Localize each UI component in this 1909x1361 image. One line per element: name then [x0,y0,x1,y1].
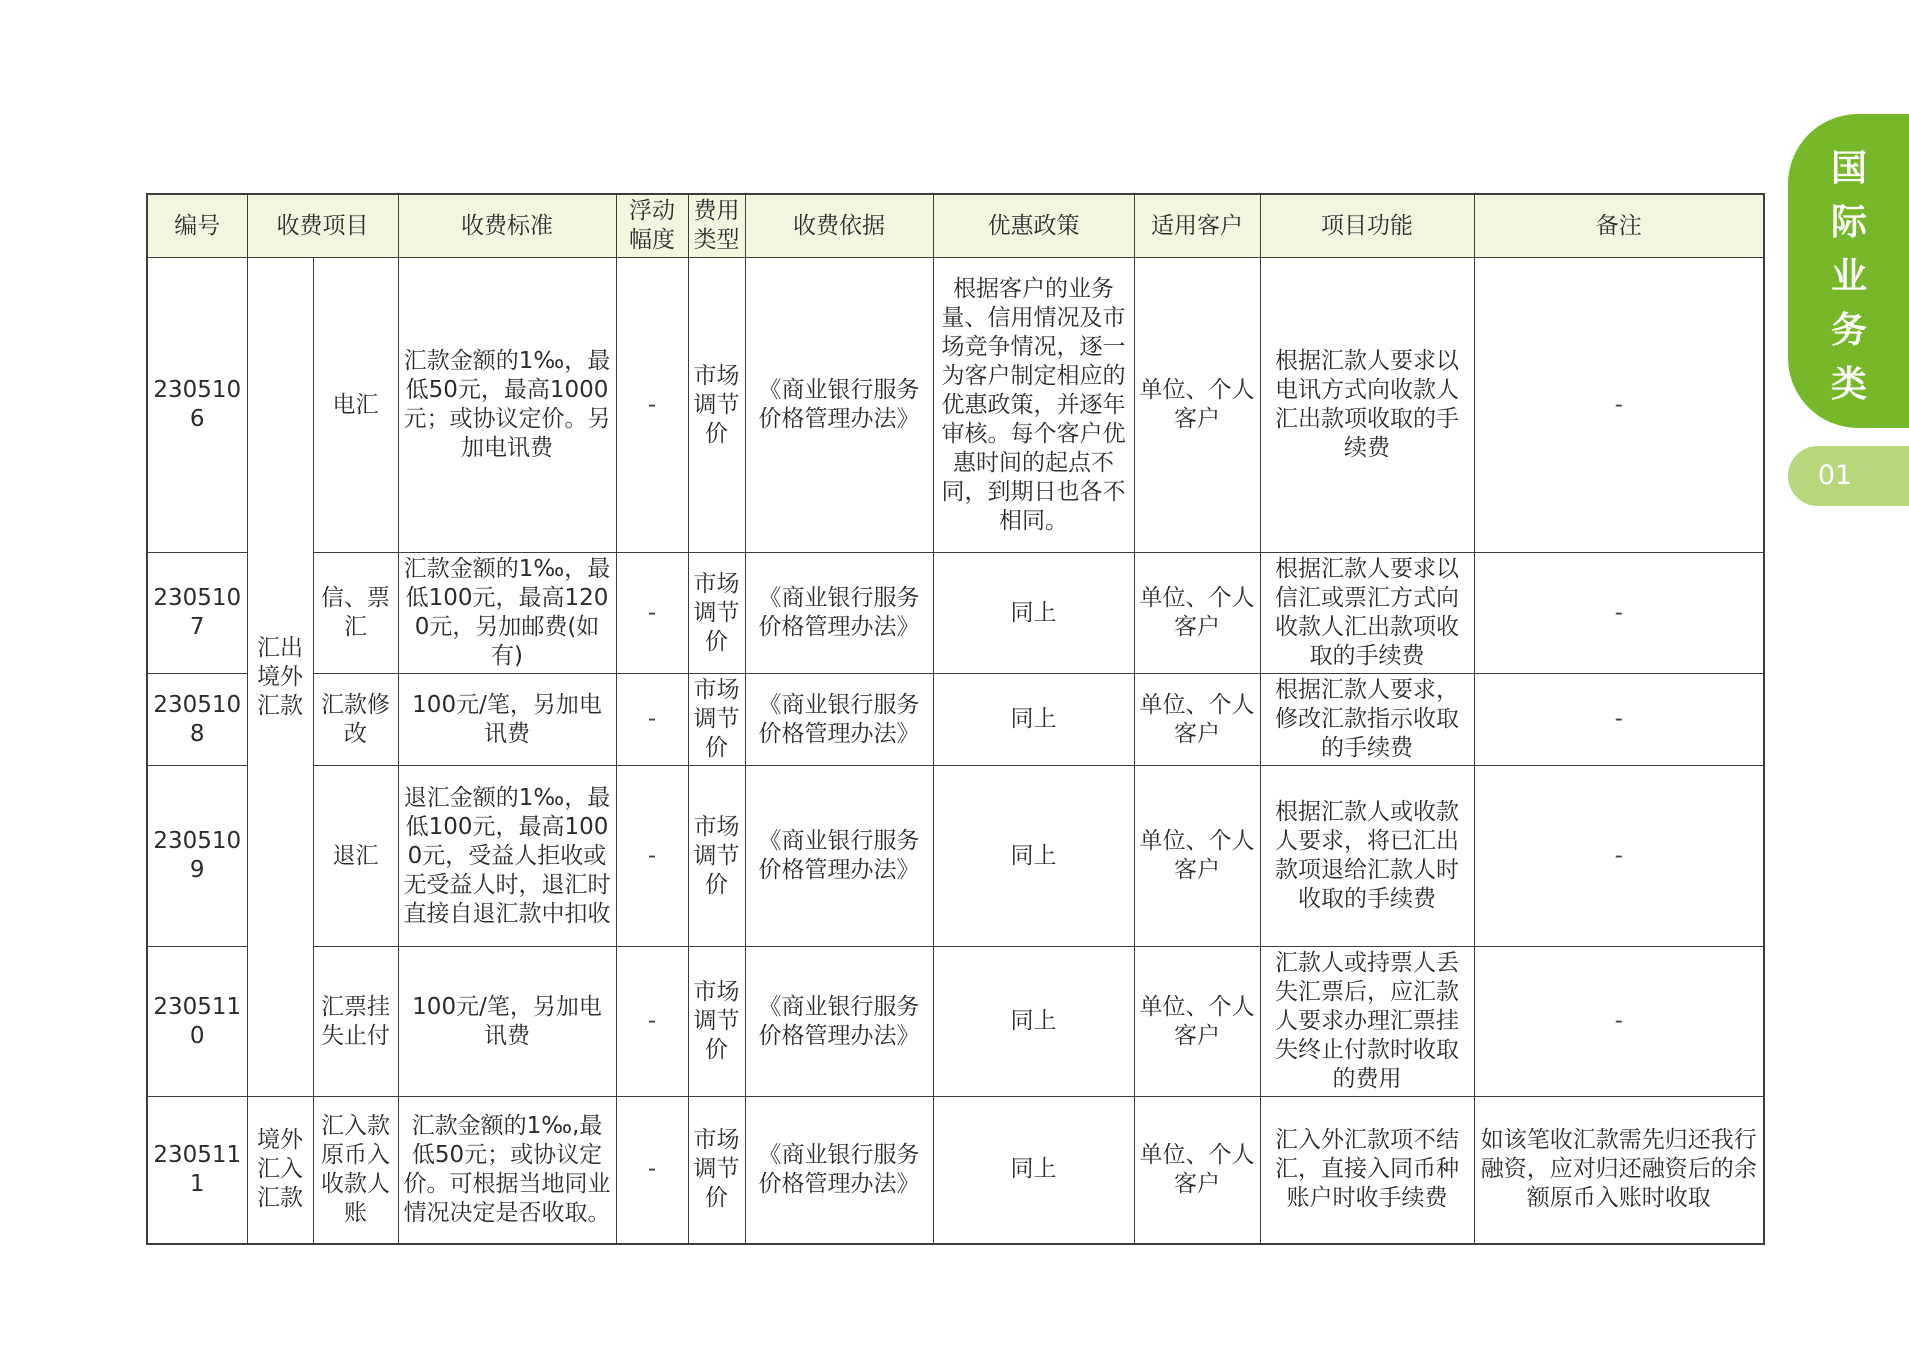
table-row [147,947,1764,1097]
table-row [147,766,1764,947]
cell-fee-type: 市场调节价 [688,947,745,1097]
cell-float: - [616,766,688,947]
table-row [147,1097,1764,1244]
cell-code: 2305109 [147,766,247,947]
table-row [147,258,1764,553]
cell-group-inbound: 境外汇入汇款 [247,1097,313,1244]
cell-code: 2305111 [147,1097,247,1244]
cell-function: 根据汇款人或收款人要求，将已汇出款项退给汇款人时收取的手续费 [1260,766,1474,947]
cell-function: 根据汇款人要求以电讯方式向收款人汇出款项收取的手续费 [1260,258,1474,553]
header-standard: 收费标准 [398,194,616,258]
header-basis: 收费依据 [745,194,933,258]
cell-code: 2305110 [147,947,247,1097]
header-function: 项目功能 [1260,194,1474,258]
cell-discount: 同上 [933,674,1134,766]
header-fee-type: 费用类型 [688,194,745,258]
cell-remark: - [1474,258,1764,553]
cell-fee-type: 市场调节价 [688,258,745,553]
cell-remark: 如该笔收汇款需先归还我行融资，应对归还融资后的余额原币入账时收取 [1474,1097,1764,1244]
header-remark: 备注 [1474,194,1764,258]
cell-standard: 汇款金额的1‰，最低50元，最高1000元；或协议定价。另加电讯费 [398,258,616,553]
cell-discount: 同上 [933,553,1134,674]
cell-customer: 单位、个人客户 [1134,674,1260,766]
cell-discount: 根据客户的业务量、信用情况及市场竞争情况，逐一为客户制定相应的优惠政策，并逐年审核。每个客户优惠时间的起点不同，到期日也各不相同。 [933,258,1134,553]
cell-float: - [616,258,688,553]
cell-basis: 《商业银行服务价格管理办法》 [745,258,933,553]
cell-float: - [616,553,688,674]
cell-function: 汇入外汇款项不结汇，直接入同币种账户时收手续费 [1260,1097,1474,1244]
cell-fee-type: 市场调节价 [688,1097,745,1244]
section-title-char: 业 [1830,256,1867,297]
cell-fee-type: 市场调节价 [688,674,745,766]
cell-customer: 单位、个人客户 [1134,553,1260,674]
header-row [147,194,1764,258]
cell-discount: 同上 [933,1097,1134,1244]
cell-remark: - [1474,947,1764,1097]
page-number-tab [1788,446,1909,506]
cell-basis: 《商业银行服务价格管理办法》 [745,674,933,766]
cell-sub-item: 汇入款原币入收款人账 [313,1097,398,1244]
header-code: 编号 [147,194,247,258]
fee-table [146,193,1765,1245]
header-discount: 优惠政策 [933,194,1134,258]
section-title-char: 际 [1830,202,1867,243]
section-title-char: 务 [1830,310,1867,351]
header-item: 收费项目 [247,194,398,258]
cell-remark: - [1474,674,1764,766]
cell-customer: 单位、个人客户 [1134,1097,1260,1244]
cell-discount: 同上 [933,947,1134,1097]
section-title-char: 国 [1830,148,1867,189]
cell-standard: 汇款金额的1‰,最低50元；或协议定价。可根据当地同业情况决定是否收取。 [398,1097,616,1244]
cell-function: 根据汇款人要求，修改汇款指示收取的手续费 [1260,674,1474,766]
table-row [147,553,1764,674]
cell-sub-item: 信、票汇 [313,553,398,674]
cell-basis: 《商业银行服务价格管理办法》 [745,553,933,674]
cell-basis: 《商业银行服务价格管理办法》 [745,1097,933,1244]
cell-fee-type: 市场调节价 [688,766,745,947]
section-title-vertical [1824,142,1874,412]
cell-code: 2305107 [147,553,247,674]
header-float: 浮动幅度 [616,194,688,258]
table-body [147,258,1764,1244]
cell-sub-item: 汇款修改 [313,674,398,766]
cell-standard: 汇款金额的1‰，最低100元，最高1200元，另加邮费(如有) [398,553,616,674]
cell-code: 2305108 [147,674,247,766]
cell-float: - [616,947,688,1097]
cell-function: 根据汇款人要求以信汇或票汇方式向收款人汇出款项收取的手续费 [1260,553,1474,674]
cell-standard: 退汇金额的1‰，最低100元，最高1000元，受益人拒收或无受益人时，退汇时直接自退汇款中扣收 [398,766,616,947]
table-header [147,194,1764,258]
cell-float: - [616,1097,688,1244]
section-side-tab [1788,114,1909,428]
cell-discount: 同上 [933,766,1134,947]
table-row [147,674,1764,766]
cell-basis: 《商业银行服务价格管理办法》 [745,766,933,947]
cell-customer: 单位、个人客户 [1134,258,1260,553]
cell-fee-type: 市场调节价 [688,553,745,674]
cell-sub-item: 汇票挂失止付 [313,947,398,1097]
cell-customer: 单位、个人客户 [1134,766,1260,947]
cell-remark: - [1474,766,1764,947]
cell-remark: - [1474,553,1764,674]
cell-sub-item: 退汇 [313,766,398,947]
cell-function: 汇款人或持票人丢失汇票后，应汇款人要求办理汇票挂失终止付款时收取的费用 [1260,947,1474,1097]
page-number: 01 [1817,460,1853,491]
cell-basis: 《商业银行服务价格管理办法》 [745,947,933,1097]
cell-standard: 100元/笔，另加电讯费 [398,674,616,766]
cell-standard: 100元/笔，另加电讯费 [398,947,616,1097]
cell-float: - [616,674,688,766]
cell-code: 2305106 [147,258,247,553]
section-title-char: 类 [1830,364,1867,405]
header-customer: 适用客户 [1134,194,1260,258]
cell-customer: 单位、个人客户 [1134,947,1260,1097]
cell-group-outbound: 汇出境外汇款 [247,258,313,1097]
cell-sub-item: 电汇 [313,258,398,553]
